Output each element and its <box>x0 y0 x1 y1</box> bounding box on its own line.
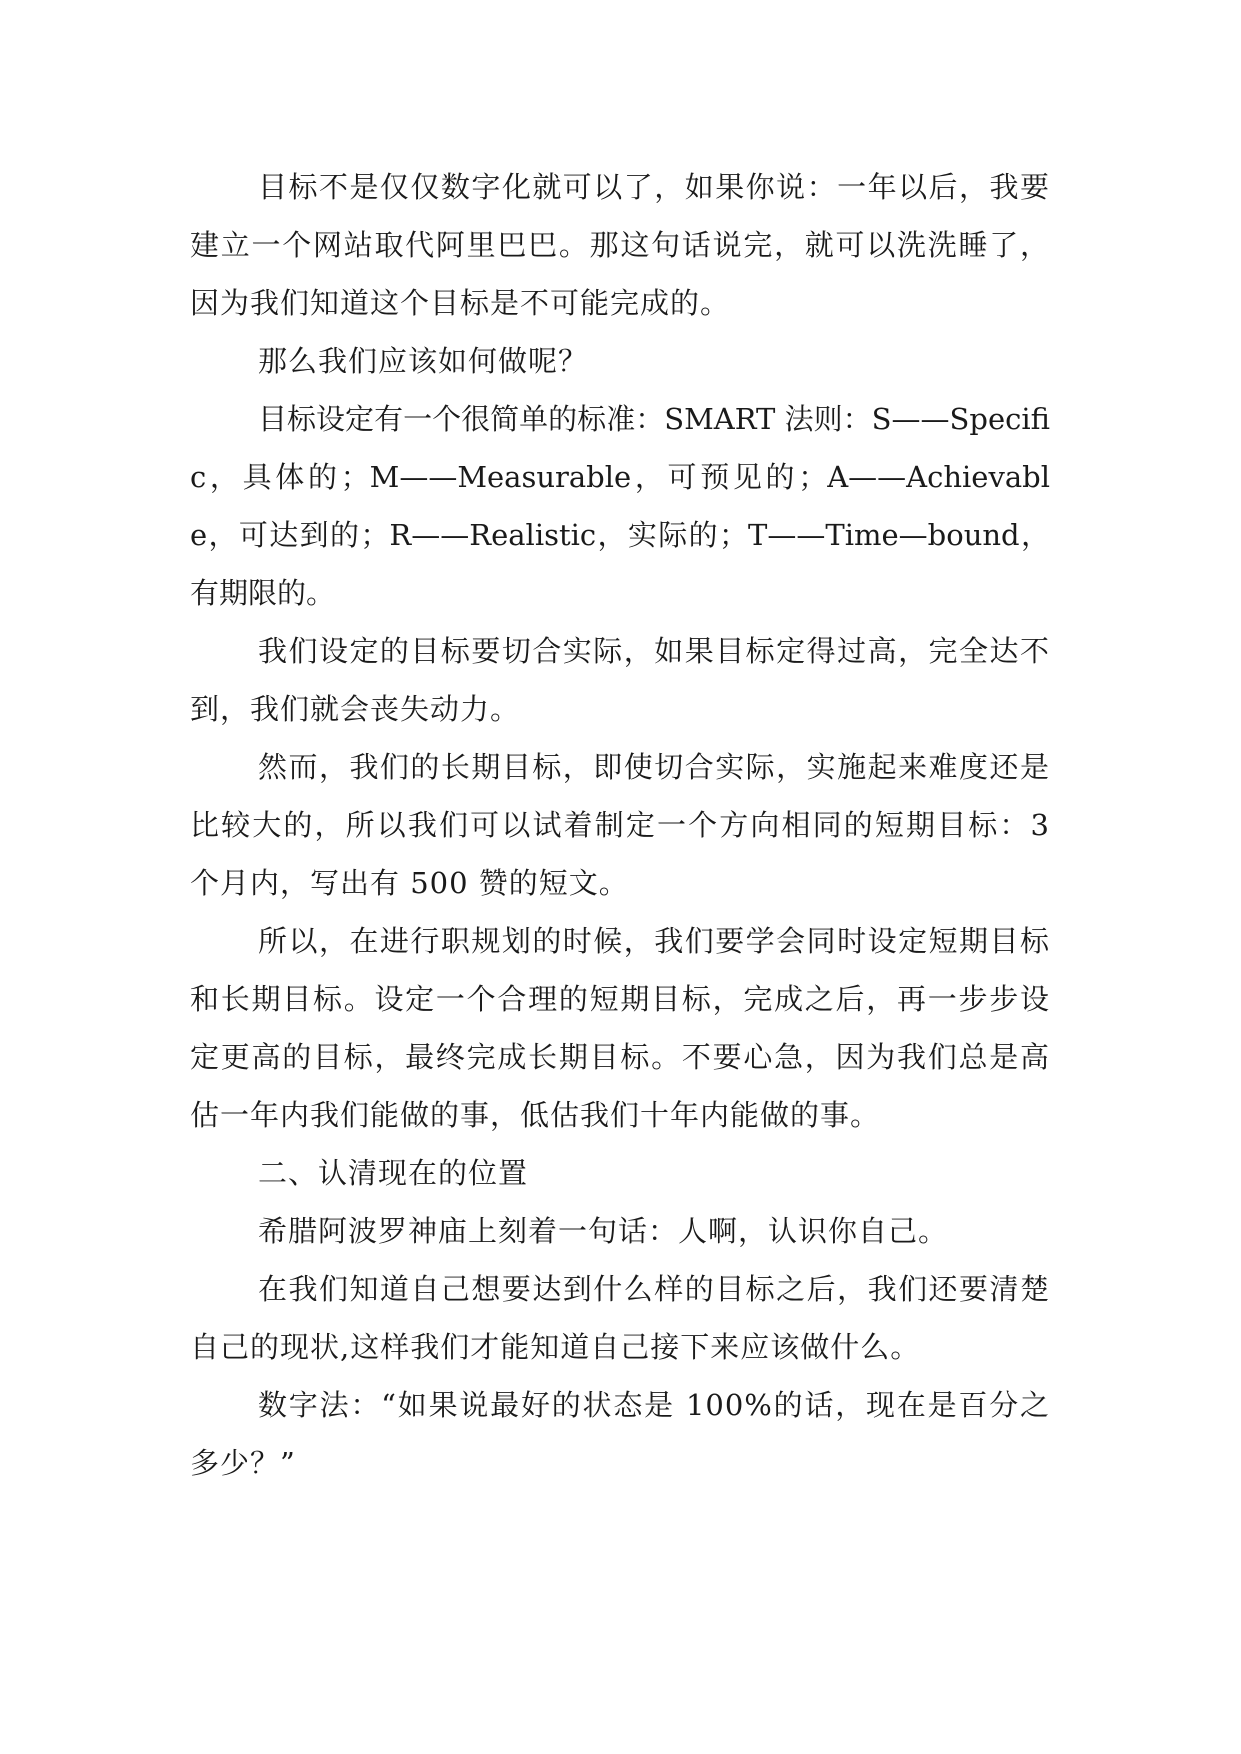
paragraph-career-planning: 所以，在进行职规划的时候，我们要学会同时设定短期目标和长期目标。设定一个合理的短期目标，完成之后，再一步步设定更高的目标，最终完成长期目标。不要心急，因为我们总是高估一年内我们能做的事，低估我们十年内能做的事。 <box>190 924 1050 1132</box>
paragraph-know-yourself: 在我们知道自己想要达到什么样的目标之后，我们还要清楚自己的现状,这样我们才能知道自己接下来应该做什么。 <box>190 1272 1050 1364</box>
section-heading-current-position: 二、认清现在的位置 <box>258 1156 529 1190</box>
paragraph-how-to-do: 那么我们应该如何做呢？ <box>258 344 589 378</box>
paragraph-goal-digitization: 目标不是仅仅数字化就可以了，如果你说：一年以后，我要建立一个网站取代阿里巴巴。那这句话说完，就可以洗洗睡了，因为我们知道这个目标是不可能完成的。 <box>190 170 1050 320</box>
paragraph-number-method: 数字法：“如果说最好的状态是 100%的话，现在是百分之多少？” <box>190 1388 1050 1480</box>
paragraph-short-term-goal: 然而，我们的长期目标，即使切合实际，实施起来难度还是比较大的，所以我们可以试着制定一个方向相同的短期目标：3 个月内，写出有 500 赞的短文。 <box>190 750 1050 900</box>
paragraph-smart-rule: 目标设定有一个很简单的标准：SMART 法则：S——Specific，具体的；M——Measurable，可预见的；A——Achievable，可达到的；R——Realistic，实际的；T——Time—bound，有期限的。 <box>190 402 1050 610</box>
paragraph-apollo-temple: 希腊阿波罗神庙上刻着一句话：人啊，认识你自己。 <box>258 1214 949 1248</box>
document-page <box>190 158 1050 1492</box>
paragraph-realistic-goals: 我们设定的目标要切合实际，如果目标定得过高，完全达不到，我们就会丧失动力。 <box>190 634 1050 726</box>
